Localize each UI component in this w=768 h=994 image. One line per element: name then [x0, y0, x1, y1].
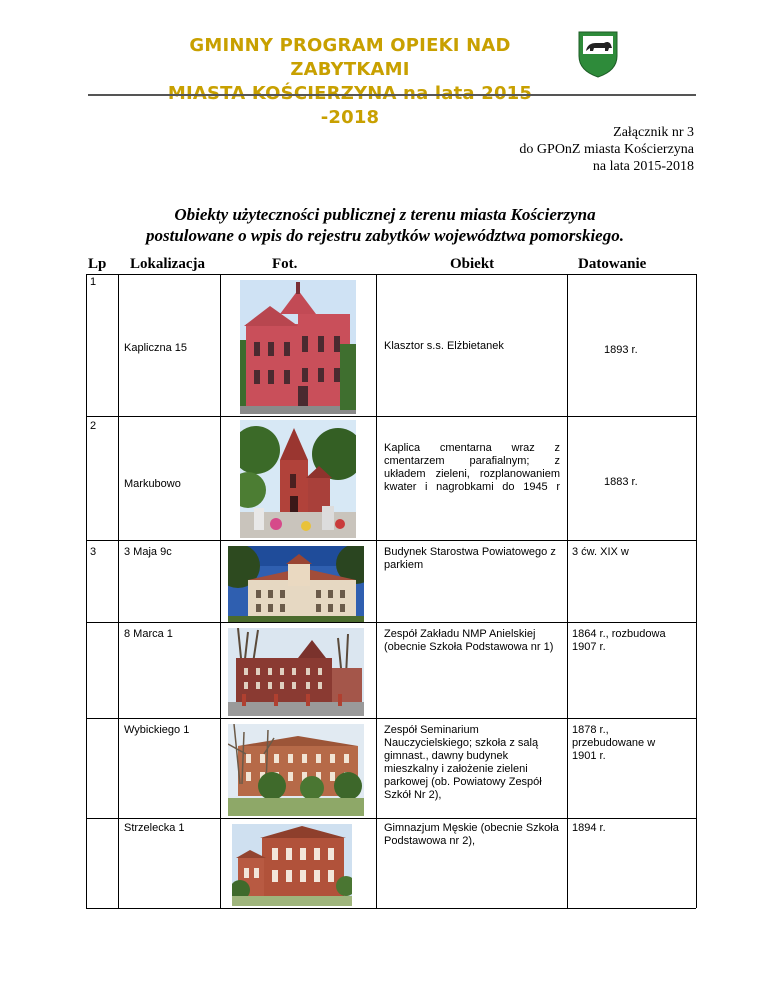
- row-object: Budynek Starostwa Powiatowego z parkiem: [384, 546, 556, 571]
- row-object: Klasztor s.s. Elżbietanek: [384, 340, 504, 352]
- row-object: Zespół Seminarium Nauczycielskiego; szkoła z salą gimnast., dawny budynek mieszkalny i założenie zieleni parkowej (ob. Powiatowy Zespół Szkół Nr 2),: [384, 724, 542, 801]
- table-row-divider: [86, 818, 696, 819]
- row-location: Strzelecka 1: [124, 822, 185, 834]
- table-row-divider: [86, 540, 696, 541]
- document-title-line1: Obiekty użyteczności publicznej z terenu miasta Kościerzyna: [174, 205, 596, 224]
- row-date: 1893 r.: [604, 344, 638, 356]
- annex-note: [519, 124, 694, 175]
- photo-cemetery-chapel: [240, 420, 356, 538]
- document-title: [60, 204, 710, 246]
- coat-of-arms-bear-icon: [577, 30, 619, 78]
- row-number: 3: [90, 546, 97, 558]
- row-object: Kaplica cmentarna wraz z cmentarzem parafialnym; z układem zieleni, rozplanowaniem kwater i nagrobkami do 1945 r: [384, 442, 560, 493]
- row-date: 1883 r.: [604, 476, 638, 488]
- column-header-object: Obiekt: [450, 256, 495, 272]
- table-column-divider: [220, 274, 221, 908]
- row-location: Markubowo: [124, 478, 181, 490]
- row-date: 3 ćw. XIX w: [572, 546, 629, 558]
- table-column-divider: [118, 274, 119, 908]
- annex-line3: na lata 2015-2018: [592, 159, 694, 174]
- photo-teacher-seminary: [228, 724, 364, 816]
- column-header-photo: Fot.: [272, 256, 298, 272]
- table-row-divider: [86, 718, 696, 719]
- row-object: Zespół Zakładu NMP Anielskiej (obecnie Szkoła Podstawowa nr 1): [384, 628, 554, 653]
- header-rule: [88, 94, 696, 96]
- program-title: [150, 34, 550, 130]
- row-number: 2: [90, 420, 97, 432]
- column-header-lp: Lp: [88, 256, 107, 272]
- document-title-line2: postulowane o wpis do rejestru zabytków województwa pomorskiego.: [146, 226, 624, 245]
- row-date: 1864 r., rozbudowa 1907 r.: [572, 628, 666, 653]
- row-date: 1894 r.: [572, 822, 606, 834]
- photo-county-office-building: [228, 546, 364, 622]
- program-title-line2: MIASTA KOŚCIERZYNA na lata 2015 -2018: [167, 83, 533, 128]
- row-object: Gimnazjum Męskie (obecnie Szkoła Podstawowa nr 2),: [384, 822, 559, 847]
- table-column-divider: [567, 274, 568, 908]
- row-location: Kapliczna 15: [124, 342, 187, 354]
- photo-convent-building: [240, 280, 356, 414]
- table-row-divider: [86, 622, 696, 623]
- photo-boys-gymnasium: [232, 824, 352, 906]
- row-location: 3 Maja 9c: [124, 546, 172, 558]
- table-border-right: [696, 274, 697, 908]
- row-location: 8 Marca 1: [124, 628, 173, 640]
- table-border-left: [86, 274, 87, 908]
- table-header-rule: [86, 274, 696, 275]
- row-number: 1: [90, 276, 97, 288]
- table-border-bottom: [86, 908, 696, 909]
- table-header: [86, 256, 698, 274]
- column-header-location: Lokalizacja: [130, 256, 205, 272]
- annex-line2: do GPOnZ miasta Kościerzyna: [519, 142, 694, 157]
- program-title-line1: GMINNY PROGRAM OPIEKI NAD ZABYTKAMI: [189, 35, 511, 80]
- row-location: Wybickiego 1: [124, 724, 190, 736]
- photo-school-complex: [228, 628, 364, 716]
- row-date: 1878 r., przebudowane w 1901 r.: [572, 724, 656, 762]
- table-column-divider: [376, 274, 377, 908]
- annex-line1: Załącznik nr 3: [613, 125, 694, 140]
- column-header-date: Datowanie: [578, 256, 647, 272]
- table-row-divider: [86, 416, 696, 417]
